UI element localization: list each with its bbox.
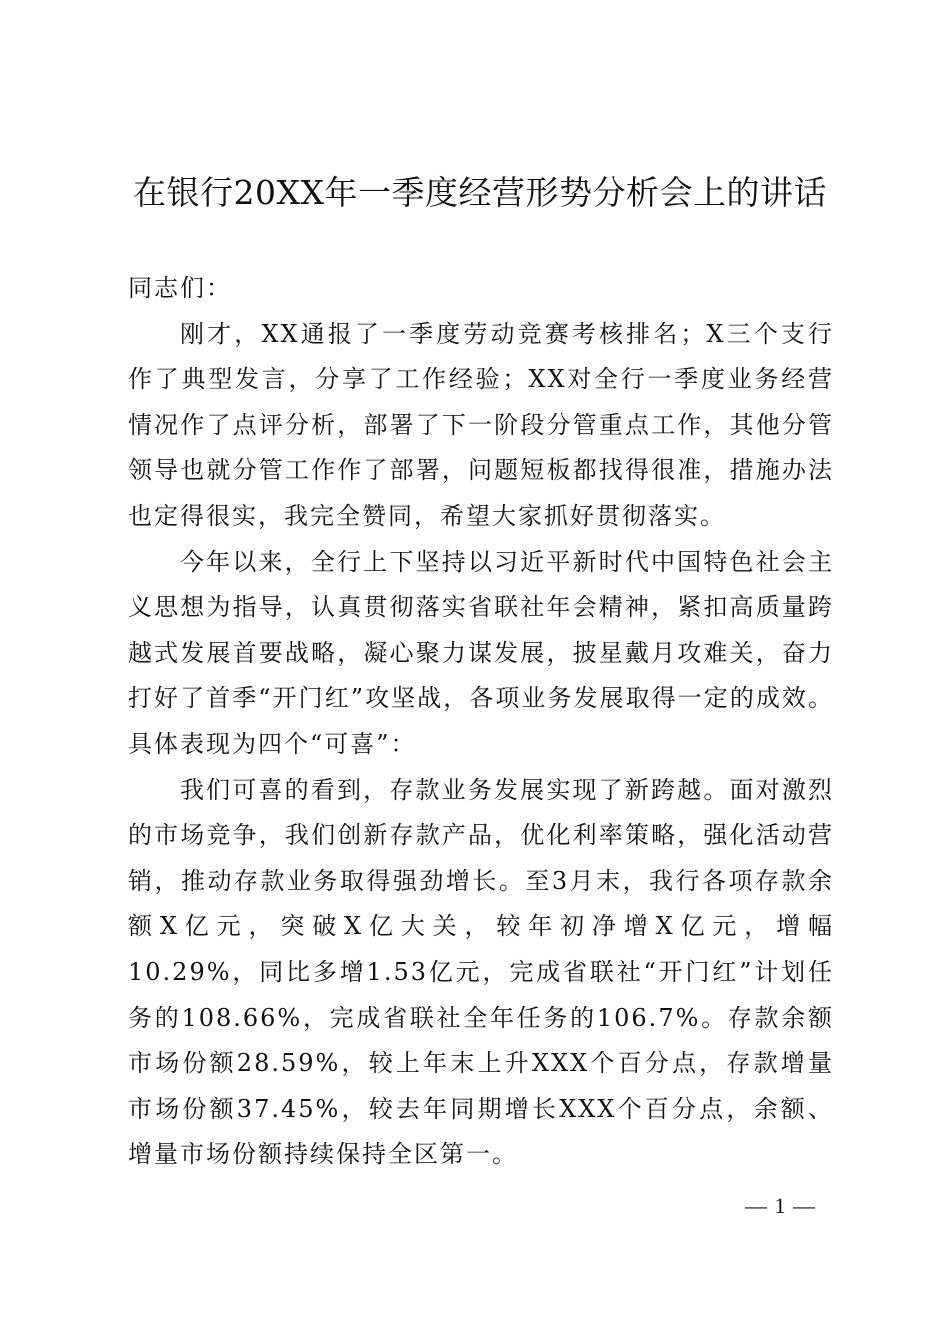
paragraph-2: 今年以来，全行上下坚持以习近平新时代中国特色社会主义思想为指导，认真贯彻落实省联社年会精神，紧扣高质量跨越式发展首要战略，凝心聚力谋发展，披星戴月攻难关，奋力打好了首季“开门红”攻坚战，各项业务发展取得一定的成效。具体表现为四个“可喜”：	[128, 547, 834, 758]
paragraph-3: 我们可喜的看到，存款业务发展实现了新跨越。面对激烈的市场竞争，我们创新存款产品，优化利率策略，强化活动营销，推动存款业务取得强劲增长。至3月末，我行各项存款余额X亿元，突破X亿大关，较年初净增X亿元，增幅10.29%，同比多增1.53亿元，完成省联社“开门红”计划任务的108.66%，完成省联社全年任务的106.7%。存款余额市场份额28.59%，较上年末上升XXX个百分点，存款增量市场份额37.45%，较去年同期增长XXX个百分点，余额、增量市场份额持续保持全区第一。	[128, 775, 834, 1169]
paragraph-1: 刚才，XX通报了一季度劳动竞赛考核排名；X三个支行作了典型发言，分享了工作经验；XX对全行一季度业务经营情况作了点评分析，部署了下一阶段分管重点工作，其他分管领导也就分管工作作了部署，问题短板都找得很准，措施办法也定得很实，我完全赞同，希望大家抓好贯彻落实。	[128, 319, 834, 530]
page-number: — 1 —	[745, 1193, 816, 1218]
document-title: 在银行20XX年一季度经营形势分析会上的讲话	[133, 173, 827, 212]
salutation: 同志们：	[128, 274, 232, 302]
document-body	[128, 266, 834, 1178]
